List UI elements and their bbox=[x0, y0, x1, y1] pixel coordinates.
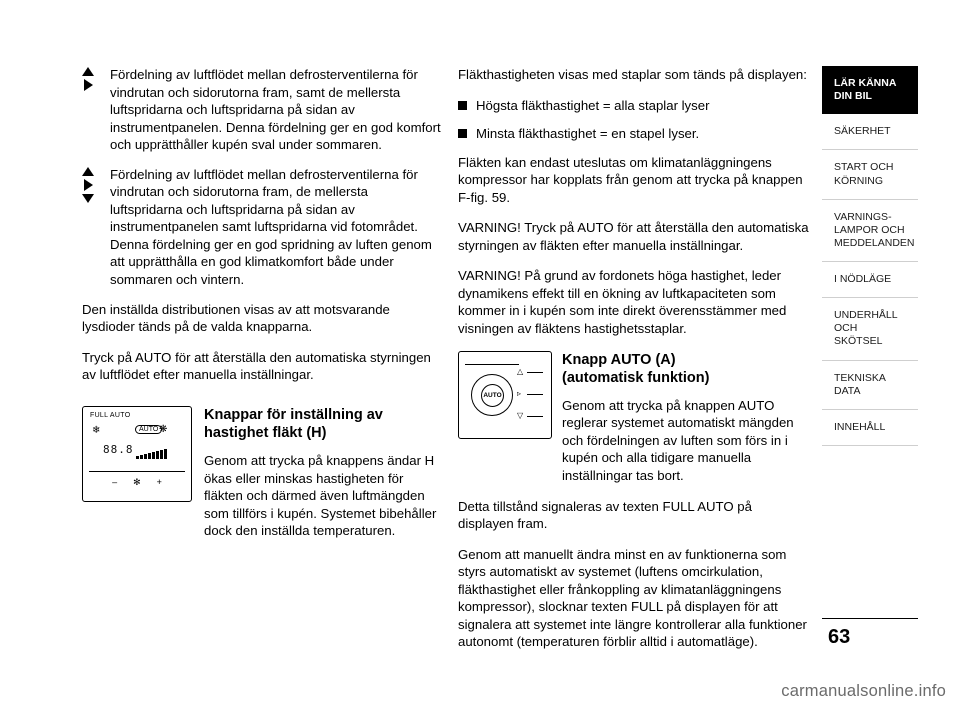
auto-knob-control-image bbox=[458, 351, 552, 439]
airflow-bullet-2 bbox=[82, 166, 442, 289]
auto-button-heading-line2: (automatisk funktion) bbox=[562, 369, 710, 386]
auto-button-heading bbox=[562, 351, 810, 387]
right-paragraph-2: VARNING! Tryck på AUTO för att återställa den automatiska styrningen av fläkten efter manuella inställningar. bbox=[458, 220, 809, 253]
right-paragraph-4: Detta tillstånd signaleras av texten FULL AUTO på displayen fram. bbox=[458, 498, 752, 532]
arrow-up-marker-icon: △ bbox=[517, 366, 524, 376]
rail-item-underhall-och-skotsel[interactable] bbox=[822, 298, 918, 360]
site-watermark: carmanualsonline.info bbox=[781, 682, 946, 700]
arrow-right-icon bbox=[84, 179, 93, 191]
auto-button-figure-block bbox=[458, 351, 810, 485]
fan-icon-mid: ✻ bbox=[133, 476, 141, 487]
fan-list-item-2 bbox=[458, 125, 810, 143]
auto-button-text bbox=[562, 351, 810, 485]
fan-speed-body: Genom att trycka på knappens ändar H ökas eller minskas hastigheten för fläkten och därmed även luftmängden som tillförs i kupén. Systemet bibehåller dock den inställda temperaturen. bbox=[204, 453, 437, 539]
left-column bbox=[82, 66, 442, 553]
section-rail bbox=[822, 66, 918, 446]
arrow-group-2 bbox=[82, 167, 104, 206]
rail-item-lar-kanna-din-bil[interactable] bbox=[822, 66, 918, 114]
fan-list-item-1 bbox=[458, 97, 810, 115]
fan-speed-bars-icon bbox=[136, 446, 167, 459]
rail-item-label: START OCH KÖRNING bbox=[834, 161, 894, 187]
auto-button-body: Genom att trycka på knappen AUTO reglerar systemet automatiskt mängden och fördelningen av luften som förs in i kupén och alla tidigare manuella inställningar tas bort. bbox=[562, 397, 794, 483]
marker-line-mid bbox=[527, 394, 543, 395]
airflow-bullet-1-text: Fördelning av luftflödet mellan defrosterventilerna för vindrutan och sidorutorna fram, samt de mellersta luftspridarna och luftspridarna på sidan av instrumentpanelen. Denna fördelning ger en god komfort och upprätthåller kupén sval under sommaren. bbox=[110, 67, 441, 153]
marker-line-top bbox=[527, 372, 543, 373]
left-paragraph-2: Tryck på AUTO för att återställa den automatiska styrningen av luftflödet efter manuella inställningar. bbox=[82, 349, 431, 383]
fan-display-intro: Fläkthastigheten visas med staplar som tänds på displayen: bbox=[458, 67, 807, 82]
arrow-up-icon bbox=[82, 67, 94, 76]
fan-increase-button: + bbox=[156, 477, 162, 488]
rail-item-varningslampor-och-meddelanden[interactable] bbox=[822, 200, 918, 262]
fan-speed-heading: Knappar för inställning av hastighet fläkt (H) bbox=[204, 406, 383, 441]
right-paragraph-5: Genom att manuellt ändra minst en av funktionerna som styrs automatiskt av systemet (luftens omcirkulation, fläkthastighet eller frånkoppling av klimatanläggningens kompressor), slocknar texten FULL på displayen för att signalera att systemet inte längre kontrollerar alla funktioner autonomt (temperaturen förblir alltid i automatläge). bbox=[458, 546, 807, 650]
rail-item-start-och-korning[interactable] bbox=[822, 150, 918, 199]
left-paragraph-1: Den inställda distributionen visas av att motsvarande lysdioder tänds på de valda knapparna. bbox=[82, 301, 390, 335]
arrow-down-icon bbox=[82, 194, 94, 203]
rail-item-label: TEKNISKA DATA bbox=[834, 371, 886, 397]
page-number-rule bbox=[822, 618, 918, 619]
full-auto-label: FULL AUTO bbox=[90, 411, 131, 419]
right-paragraph-1: Fläkten kan endast uteslutas om klimatanläggningens kompressor har kopplats från genom att trycka på knappen F-fig. 59. bbox=[458, 154, 803, 205]
rail-item-i-nodlage[interactable] bbox=[822, 262, 918, 298]
right-paragraph-3: VARNING! På grund av fordonets höga hastighet, leder dynamikens effekt till en ökning av luftkapaciteten som kommer in i kupén som inte direkt överensstämmer med visningen av fläktens hastighetsstaplar. bbox=[458, 268, 787, 337]
fan-speed-text bbox=[204, 406, 442, 540]
fan-icon: ❋ bbox=[159, 423, 168, 435]
auto-button-heading-line1: Knapp AUTO (A) bbox=[562, 351, 676, 368]
arrow-right-icon bbox=[84, 79, 93, 91]
arrow-down-marker-icon: ▽ bbox=[517, 410, 524, 420]
fan-buttons-row bbox=[83, 477, 191, 488]
airflow-bullet-1 bbox=[82, 66, 442, 154]
temperature-display: 88.8 bbox=[103, 442, 134, 456]
rail-item-label: UNDERHÅLL OCH SKÖTSEL bbox=[834, 309, 898, 348]
marker-line-bottom bbox=[527, 416, 543, 417]
square-bullet-icon bbox=[458, 101, 467, 110]
auto-badge: AUTO bbox=[135, 425, 162, 434]
rail-item-label: LÄR KÄNNA DIN BIL bbox=[834, 77, 897, 103]
rail-item-label: VARNINGS- LAMPOR OCH MEDDELANDEN bbox=[834, 210, 915, 249]
fan-list-item-1-text: Högsta fläkthastighet = alla staplar lyser bbox=[476, 97, 710, 113]
rail-item-label: I NÖDLÄGE bbox=[834, 273, 892, 285]
panel-top-line bbox=[465, 364, 519, 365]
hvac-control-panel-image bbox=[82, 406, 192, 502]
rail-item-tekniska-data[interactable] bbox=[822, 361, 918, 410]
fan-decrease-button: – bbox=[112, 477, 118, 488]
arrow-up-icon bbox=[82, 167, 94, 176]
rotary-knob-icon bbox=[471, 374, 513, 416]
rail-item-label: INNEHÅLL bbox=[834, 420, 886, 433]
auto-knob-label: AUTO bbox=[481, 384, 504, 407]
fan-speed-figure-block bbox=[82, 406, 442, 540]
arrow-group-1 bbox=[82, 67, 104, 94]
snowflake-icon: ❄ bbox=[92, 424, 101, 436]
airflow-bullet-2-text: Fördelning av luftflödet mellan defrosterventilerna för vindrutan och sidorutorna fram, de mellersta luftspridarna och luftspridarna på sidan av instrumentpanelen samt luftspridarna vid fotområdet. Denna fördelning ger en god spridning av luften genom att upprätthålla en god klimatkomfort både under sommaren och vintern. bbox=[110, 166, 432, 288]
rail-item-innehall[interactable] bbox=[822, 410, 918, 446]
square-bullet-icon bbox=[458, 129, 467, 138]
rail-item-label: SÄKERHET bbox=[834, 125, 891, 138]
page-number: 63 bbox=[828, 626, 851, 648]
right-column bbox=[458, 66, 810, 664]
panel-divider bbox=[89, 471, 185, 472]
rail-item-sakerhet[interactable] bbox=[822, 114, 918, 150]
fan-list-item-2-text: Minsta fläkthastighet = en stapel lyser. bbox=[476, 126, 700, 142]
arrow-right-marker-icon: ▹ bbox=[517, 388, 522, 398]
